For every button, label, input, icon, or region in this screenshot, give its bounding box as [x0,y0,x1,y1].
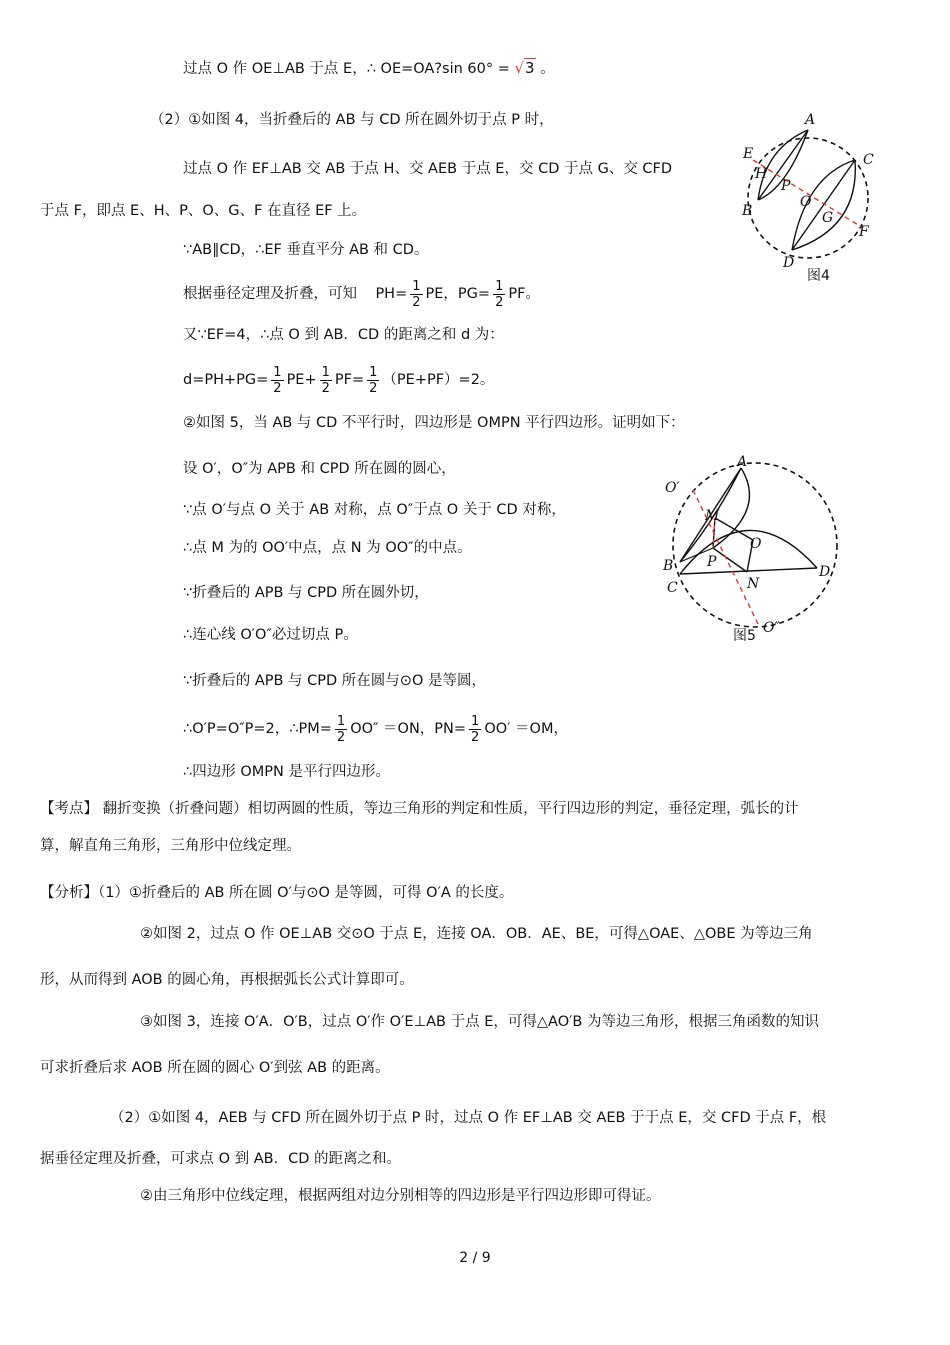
label-p: P [707,554,717,570]
line-27: ②由三角形中位线定理，根据两组对边分别相等的四边形是平行四边形即可得证。 [140,1188,661,1204]
line-25: （2）①如图 4，AEB 与 CFD 所在圆外切于点 P 时，过点 O 作 EF⊥AB 交 AEB 于于点 E，交 CFD 于点 F，根 [110,1110,827,1126]
line-1: 过点 O 作 OE⊥AB 于点 E，∴ OE=OA?sin 60° = √3 。 [183,59,555,77]
line-26: 据垂径定理及折叠，可求点 O 到 AB．CD 的距离之和。 [40,1151,402,1167]
label-g: G [822,210,834,226]
fraction-half: $\frac{1}{2}$ [336,713,346,745]
fraction-half: $\frac{1}{2}$ [412,278,421,310]
label-m: M [705,508,720,524]
fraction-half: $\frac{1}{2}$ [321,364,330,396]
line-17: ∴四边形 OMPN 是平行四边形。 [183,764,390,780]
segment-mo [715,518,753,540]
line-21: ②如图 2，过点 O 作 OE⊥AB 交⊙O 于点 E，连接 OA．OB．AE、BE，可得△OAE、△OBE 为等边三角 [140,926,813,942]
page-number: 2 / 9 [459,1250,491,1266]
line-22: 形，从而得到 AOB 的圆心角，再根据弧长公式计算即可。 [40,972,414,988]
fraction-half: $\frac{1}{2}$ [471,713,480,745]
line-3: 过点 O 作 EF⊥AB 交 AB 于点 H、交 AEB 于点 E，交 CD 于点 G、交 CFD [183,161,673,177]
chord-cd [680,568,817,574]
label-f: F [859,224,869,240]
label-c: C [863,152,874,168]
line-13: ∵折叠后的 APB 与 CPD 所在圆外切， [183,585,429,601]
fraction-half: $\frac{1}{2}$ [369,364,378,396]
line-15: ∵折叠后的 APB 与 CPD 所在圆与⊙O 是等圆， [183,673,486,689]
line-4: 于点 F，即点 E、H、P、O、G、F 在直径 EF 上。 [40,203,367,219]
label-b: B [742,203,753,219]
label-c: C [667,580,678,596]
line-20-fenxi: 【分析】（1）①折叠后的 AB 所在圆 O′与⊙O 是等圆，可得 O′A 的长度。 [40,885,514,901]
label-d: D [819,564,831,580]
line-18-kaodian: 【考点】 翻折变换（折叠问题）相切两圆的性质，等边三角形的判定和性质，平行四边形的判定，垂径定理，弧长的计 [40,801,799,817]
label-p: P [781,178,791,194]
fraction-half: $\frac{1}{2}$ [495,278,504,310]
label-n: N [747,576,760,592]
label-o-double-prime: O″ [763,620,780,636]
line-2: （2）①如图 4，当折叠后的 AB 与 CD 所在圆外切于点 P 时， [150,112,554,128]
line-23: ③如图 3，连接 O′A．O′B，过点 O′作 O′E⊥AB 于点 E，可得△AO′B 为等边三角形，根据三角函数的知识 [140,1014,819,1030]
segment-pn [713,548,747,572]
text-oe-formula: 过点 O 作 OE⊥AB 于点 E，∴ OE=OA?sin 60° = [183,61,510,77]
label-a: A [737,454,748,470]
line-11: ∵点 O′与点 O 关于 AB 对称，点 O″于点 O 关于 CD 对称， [183,502,566,518]
line-16: ∴O′P=O″P=2，∴PM= $\frac{1}{2}$ OO″ ＝ON，PN= $\frac{1}{2}$ OO′ ＝OM， [183,713,568,745]
label-o-prime: O′ [665,480,680,496]
label-d: D [783,255,795,271]
line-7: 又∵EF=4，∴点 O 到 AB．CD 的距离之和 d 为： [183,327,504,343]
line-19: 算，解直角三角形，三角形中位线定理。 [40,838,301,854]
figure-4-diagram [725,110,885,290]
line-14: ∴连心线 O′O″必过切点 P。 [183,627,358,643]
label-o: O [800,194,812,210]
line-10: 设 O′，O″为 APB 和 CPD 所在圆的圆心， [183,461,456,477]
fraction-half: $\frac{1}{2}$ [273,364,282,396]
sqrt-3: √3 [514,59,535,77]
line-5: ∵AB∥CD，∴EF 垂直平分 AB 和 CD。 [183,242,429,258]
figure-5-caption: 图5 [733,628,756,644]
line-8: d=PH+PG= $\frac{1}{2}$ PE+ $\frac{1}{2}$ PF= $\frac{1}{2}$ （PE+PF）=2。 [183,364,495,396]
line-12: ∴点 M 为的 OO′中点，点 N 为 OO″的中点。 [183,540,472,556]
line-24: 可求折叠后求 AOB 所在圆的圆心 O′到弦 AB 的距离。 [40,1060,390,1076]
label-e: E [743,146,754,162]
label-o: O [750,536,762,552]
figure-5-diagram [655,450,845,650]
label-h: H [755,166,768,182]
line-9: ②如图 5，当 AB 与 CD 不平行时，四边形是 OMPN 平行四边形。证明如下： [183,415,685,431]
line-6: 根据垂径定理及折叠，可知 PH= $\frac{1}{2}$ PE，PG= $\frac{1}{2}$ PF。 [183,278,540,310]
label-a: A [805,112,816,128]
figure-4-caption: 图4 [807,268,830,284]
label-b: B [663,558,674,574]
